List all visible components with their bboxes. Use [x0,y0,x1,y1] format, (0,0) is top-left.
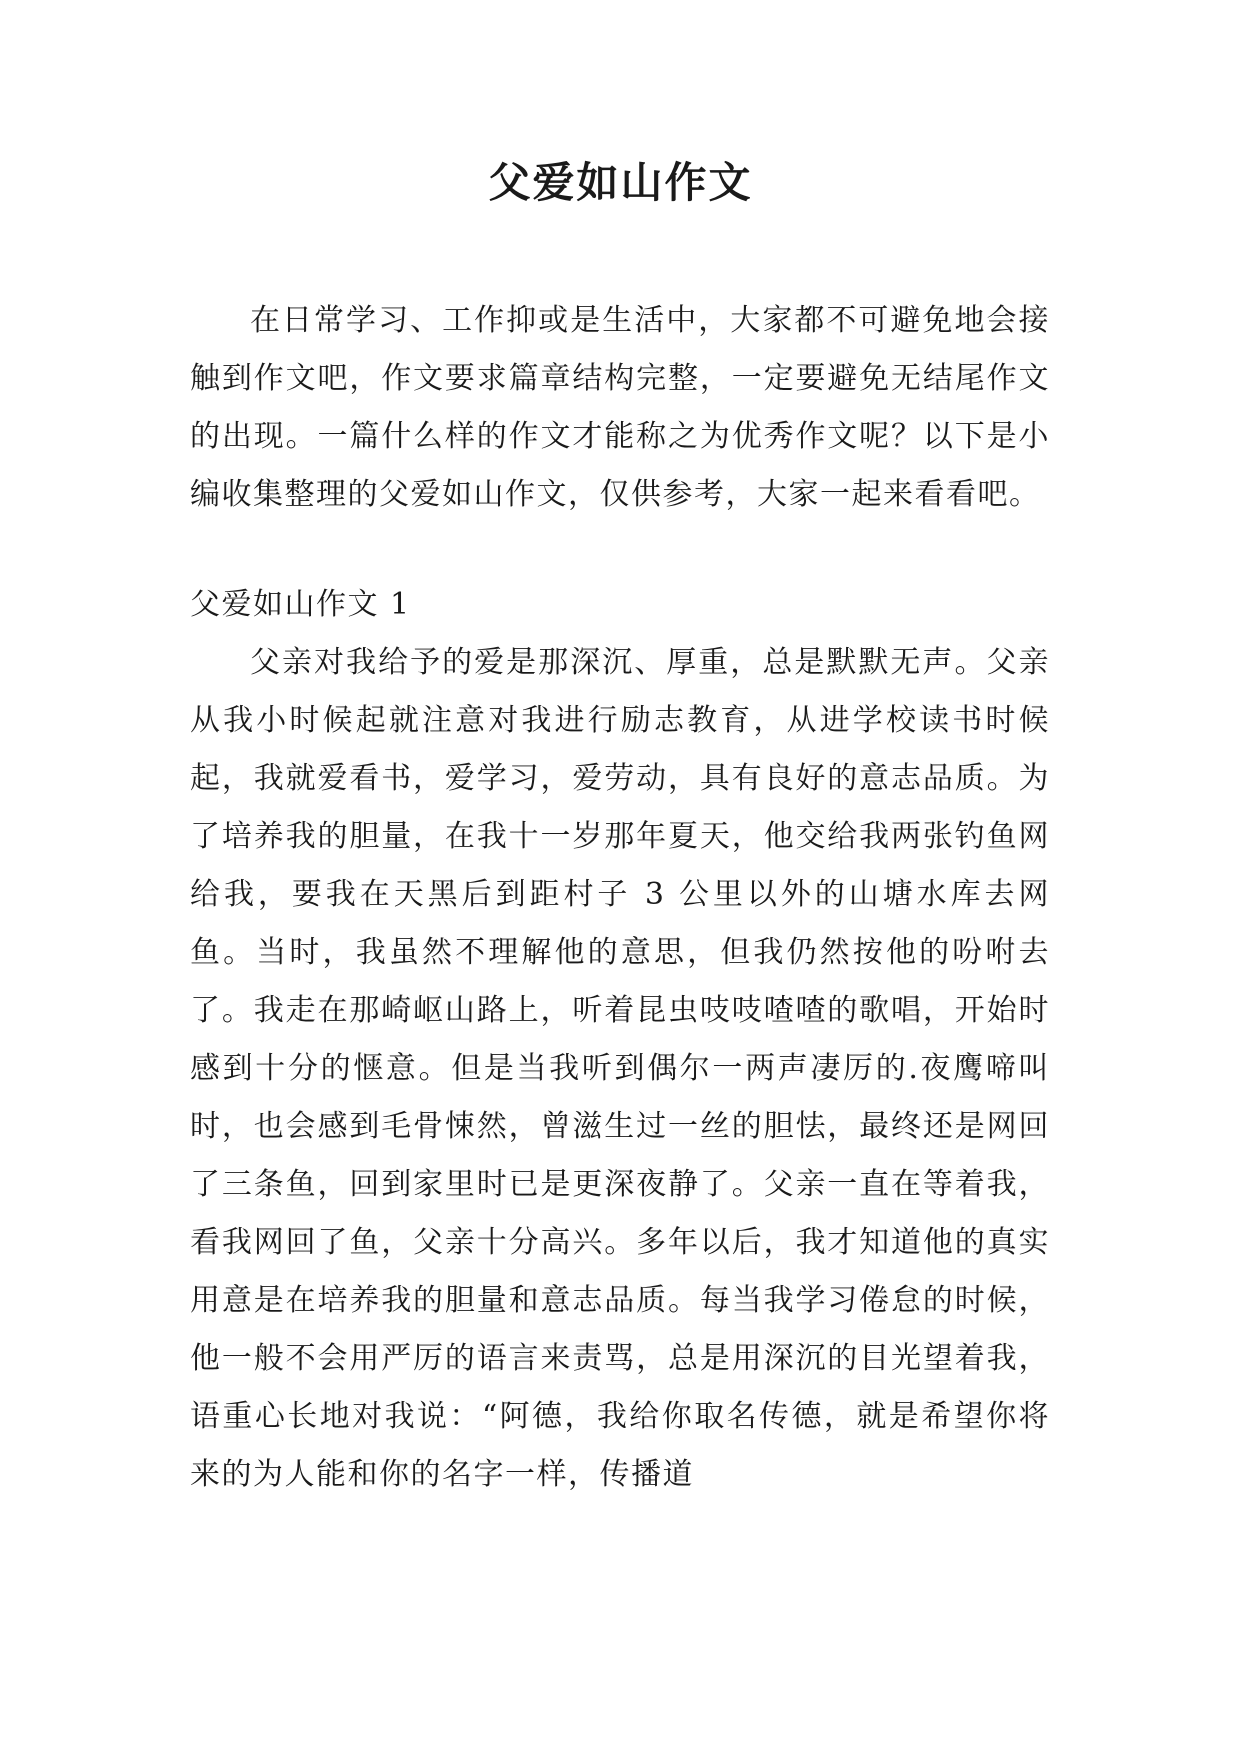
document-title: 父爱如山作文 [488,158,753,207]
paragraph-spacer [190,524,1050,576]
section-heading: 父爱如山作文 1 [190,587,411,622]
intro-paragraph: 在日常学习、工作抑或是生活中，大家都不可避免地会接触到作文吧，作文要求篇章结构完整，一定要避免无结尾作文的出现。一篇什么样的作文才能称之为优秀作文呢？以下是小编收集整理的父爱如山作文，仅供参考，大家一起来看看吧。 [190,303,1050,512]
document-body [190,292,1050,1504]
section-paragraph: 父亲对我给予的爱是那深沉、厚重，总是默默无声。父亲从我小时候起就注意对我进行励志教育，从进学校读书时候起，我就爱看书，爱学习，爱劳动，具有良好的意志品质。为了培养我的胆量，在我十一岁那年夏天，他交给我两张钓鱼网给我，要我在天黑后到距村子 3 公里以外的山塘水库去网鱼。当时，我虽然不理解他的意思，但我仍然按他的吩咐去了。我走在那崎岖山路上，听着昆虫吱吱喳喳的歌唱，开始时感到十分的惬意。但是当我听到偶尔一两声凄厉的.夜鹰啼叫时，也会感到毛骨悚然，曾滋生过一丝的胆怯，最终还是网回了三条鱼，回到家里时已是更深夜静了。父亲一直在等着我，看我网回了鱼，父亲十分高兴。多年以后，我才知道他的真实用意是在培养我的胆量和意志品质。每当我学习倦怠的时候，他一般不会用严厉的语言来责骂，总是用深沉的目光望着我，语重心长地对我说：“阿德，我给你取名传德，就是希望你将来的为人能和你的名字一样，传播道 [190,645,1050,1492]
